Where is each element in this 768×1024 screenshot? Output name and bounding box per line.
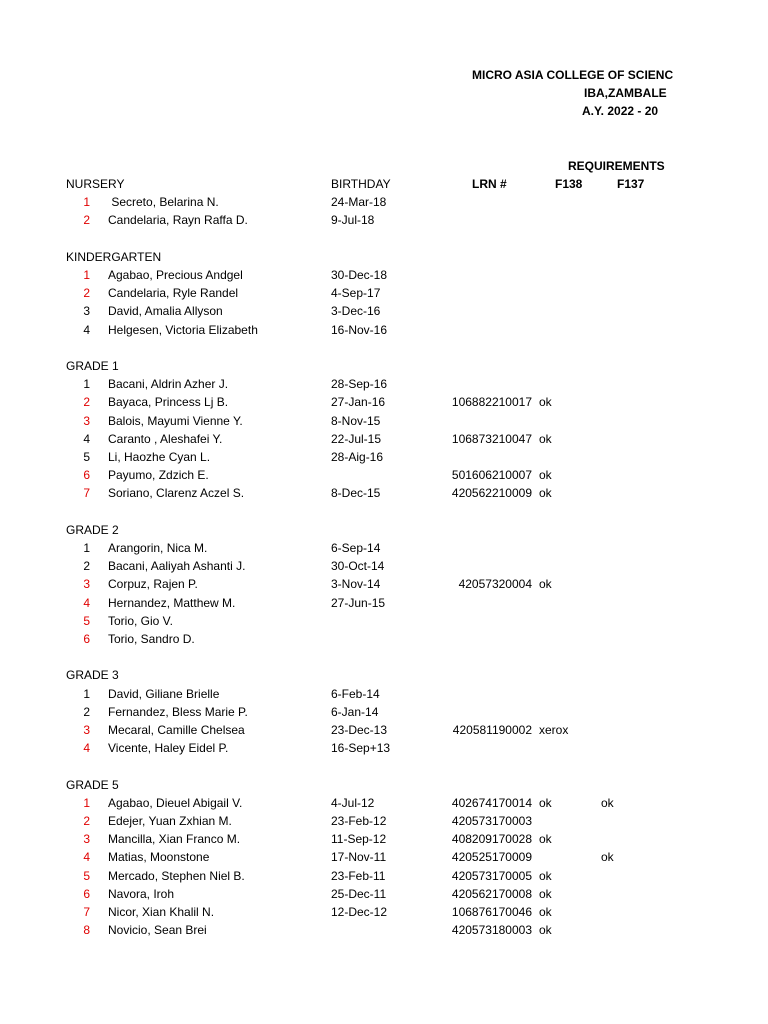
f138-status: ok xyxy=(539,832,552,847)
student-birthday: 3-Nov-14 xyxy=(331,577,381,592)
student-birthday: 4-Jul-12 xyxy=(331,795,375,810)
student-name: Soriano, Clarenz Aczel S. xyxy=(108,486,245,501)
student-birthday: 25-Dec-11 xyxy=(331,886,387,901)
row-number: 4 xyxy=(83,741,90,756)
student-name: Corpuz, Rajen P. xyxy=(108,577,198,592)
student-birthday: 27-Jan-16 xyxy=(331,395,386,410)
row-number: 3 xyxy=(83,723,90,737)
student-birthday: 23-Feb-12 xyxy=(331,814,387,828)
f138-status: ok xyxy=(539,886,552,901)
row-number: 2 xyxy=(83,213,90,228)
student-lrn: 420581190002 xyxy=(452,723,532,737)
f138-status: ok xyxy=(539,868,552,883)
school-title: MICRO ASIA COLLEGE OF SCIENC xyxy=(472,68,674,82)
row-number: 1 xyxy=(83,195,90,210)
row-number: 2 xyxy=(83,286,90,301)
student-birthday: 28-Sep-16 xyxy=(331,377,388,392)
student-name: Torio, Gio V. xyxy=(108,613,173,628)
student-birthday: 11-Sep-12 xyxy=(331,832,387,847)
student-name: Helgesen, Victoria Elizabeth xyxy=(108,322,258,337)
row-number: 2 xyxy=(83,704,90,719)
student-name: Hernandez, Matthew M. xyxy=(108,595,236,610)
student-name: Li, Haozhe Cyan L. xyxy=(108,450,211,464)
row-number: 3 xyxy=(83,577,90,592)
student-name: Payumo, Zdzich E. xyxy=(108,468,209,483)
student-birthday: 4-Sep-17 xyxy=(331,286,381,301)
student-lrn: 402674170014 xyxy=(451,795,532,810)
f138-status: ok xyxy=(539,905,552,919)
student-name: Torio, Sandro D. xyxy=(108,632,195,646)
student-name: Vicente, Haley Eidel P. xyxy=(108,741,229,756)
student-birthday: 9-Jul-18 xyxy=(331,213,375,228)
row-number: 4 xyxy=(83,595,90,610)
f137-column-header: F137 xyxy=(617,177,645,191)
row-number: 1 xyxy=(83,686,90,701)
student-birthday: 8-Nov-15 xyxy=(331,413,381,428)
row-number: 2 xyxy=(83,395,90,410)
student-lrn: 408209170028 xyxy=(451,832,532,847)
student-name: Matias, Moonstone xyxy=(108,850,210,865)
student-birthday: 6-Feb-14 xyxy=(331,686,380,701)
student-birthday: 8-Dec-15 xyxy=(331,486,381,501)
student-lrn: 420573170003 xyxy=(451,814,532,828)
section-title: NURSERY xyxy=(66,177,125,191)
student-name: Bacani, Aaliyah Ashanti J. xyxy=(108,559,246,574)
row-number: 8 xyxy=(83,923,90,938)
f138-status: ok xyxy=(539,486,552,501)
row-number: 2 xyxy=(83,814,90,828)
row-number: 7 xyxy=(83,486,90,501)
section-title: GRADE 3 xyxy=(66,668,119,683)
row-number: 4 xyxy=(83,431,90,446)
student-name: Mercado, Stephen Niel B. xyxy=(108,868,245,883)
student-name: Mecaral, Camille Chelsea xyxy=(108,723,245,737)
row-number: 3 xyxy=(83,832,90,847)
row-number: 1 xyxy=(83,268,90,282)
student-name: Novicio, Sean Brei xyxy=(108,923,207,938)
student-name: Candelaria, Rayn Raffa D. xyxy=(108,213,248,228)
row-number: 7 xyxy=(83,905,90,919)
f138-status: ok xyxy=(539,795,552,810)
student-birthday: 6-Sep-14 xyxy=(331,541,381,555)
student-birthday: 28-Aig-16 xyxy=(331,450,384,464)
section-title: GRADE 2 xyxy=(66,522,119,537)
row-number: 2 xyxy=(83,559,90,574)
student-lrn: 106882210017 xyxy=(451,395,532,410)
student-birthday: 22-Jul-15 xyxy=(331,431,382,446)
student-birthday: 6-Jan-14 xyxy=(331,704,379,719)
student-name: Navora, Iroh xyxy=(108,886,175,901)
row-number: 5 xyxy=(83,450,90,464)
student-lrn: 420573180003 xyxy=(451,923,532,938)
student-name: Balois, Mayumi Vienne Y. xyxy=(108,413,243,428)
student-birthday: 17-Nov-11 xyxy=(331,850,387,865)
student-birthday: 12-Dec-12 xyxy=(331,905,388,919)
student-birthday: 30-Oct-14 xyxy=(331,559,385,574)
row-number: 3 xyxy=(83,413,90,428)
student-lrn: 106873210047 xyxy=(451,431,532,446)
student-birthday: 16-Sep+13 xyxy=(331,741,391,756)
student-name: Bayaca, Princess Lj B. xyxy=(108,395,229,410)
student-name: Caranto , Aleshafei Y. xyxy=(108,431,223,446)
f138-status: ok xyxy=(539,395,552,410)
student-name: Fernandez, Bless Marie P. xyxy=(108,704,248,719)
student-lrn: 501606210007 xyxy=(451,468,532,483)
student-name: Nicor, Xian Khalil N. xyxy=(108,905,215,919)
row-number: 6 xyxy=(83,468,90,483)
lrn-column-header: LRN # xyxy=(472,177,507,191)
row-number: 1 xyxy=(83,795,90,810)
row-number: 5 xyxy=(83,868,90,883)
row-number: 6 xyxy=(83,886,90,901)
student-name: Edejer, Yuan Zxhian M. xyxy=(108,814,232,828)
student-birthday: 3-Dec-16 xyxy=(331,304,381,319)
row-number: 4 xyxy=(83,322,90,337)
student-name: Agabao, Precious Andgel xyxy=(108,268,243,282)
row-number: 3 xyxy=(83,304,90,319)
requirements-header: REQUIREMENTS xyxy=(568,159,665,173)
student-lrn: 420573170005 xyxy=(451,868,532,883)
section-title: KINDERGARTEN xyxy=(66,249,162,264)
student-lrn: 420525170009 xyxy=(451,850,532,865)
student-birthday: 30-Dec-18 xyxy=(331,268,388,282)
student-lrn: 42057320004 xyxy=(458,577,532,592)
birthday-column-header: BIRTHDAY xyxy=(331,177,391,191)
row-number: 6 xyxy=(83,632,90,646)
f138-status: xerox xyxy=(539,723,569,737)
row-number: 1 xyxy=(83,541,90,555)
section-title: GRADE 5 xyxy=(66,777,119,792)
row-number: 4 xyxy=(83,850,90,865)
f138-status: ok xyxy=(539,468,552,483)
school-location: IBA,ZAMBALE xyxy=(584,86,667,100)
f138-status: ok xyxy=(539,431,552,446)
student-birthday: 23-Feb-11 xyxy=(331,868,386,883)
student-name: David, Amalia Allyson xyxy=(108,304,223,319)
f138-status: ok xyxy=(539,923,552,938)
row-number: 1 xyxy=(83,377,90,392)
f138-status: ok xyxy=(539,577,552,592)
student-birthday: 27-Jun-15 xyxy=(331,595,386,610)
student-name: Bacani, Aldrin Azher J. xyxy=(108,377,229,392)
row-number: 5 xyxy=(83,613,90,628)
f137-status: ok xyxy=(601,795,614,810)
student-name: Agabao, Dieuel Abigail V. xyxy=(108,795,243,810)
f138-column-header: F138 xyxy=(555,177,583,191)
student-lrn: 420562170008 xyxy=(451,886,532,901)
student-name: Mancilla, Xian Franco M. xyxy=(108,832,241,847)
student-birthday: 16-Nov-16 xyxy=(331,322,388,337)
student-name: David, Giliane Brielle xyxy=(108,686,220,701)
student-name: Arangorin, Nica M. xyxy=(108,541,208,555)
student-name: Secreto, Belarina N. xyxy=(108,195,219,210)
section-title: GRADE 1 xyxy=(66,359,119,373)
f137-status: ok xyxy=(601,850,614,865)
academic-year: A.Y. 2022 - 20 xyxy=(582,104,659,118)
student-birthday: 23-Dec-13 xyxy=(331,723,388,737)
student-birthday: 24-Mar-18 xyxy=(331,195,387,210)
student-lrn: 106876170046 xyxy=(451,905,532,919)
student-name: Candelaria, Ryle Randel xyxy=(108,286,239,301)
student-lrn: 420562210009 xyxy=(451,486,532,501)
